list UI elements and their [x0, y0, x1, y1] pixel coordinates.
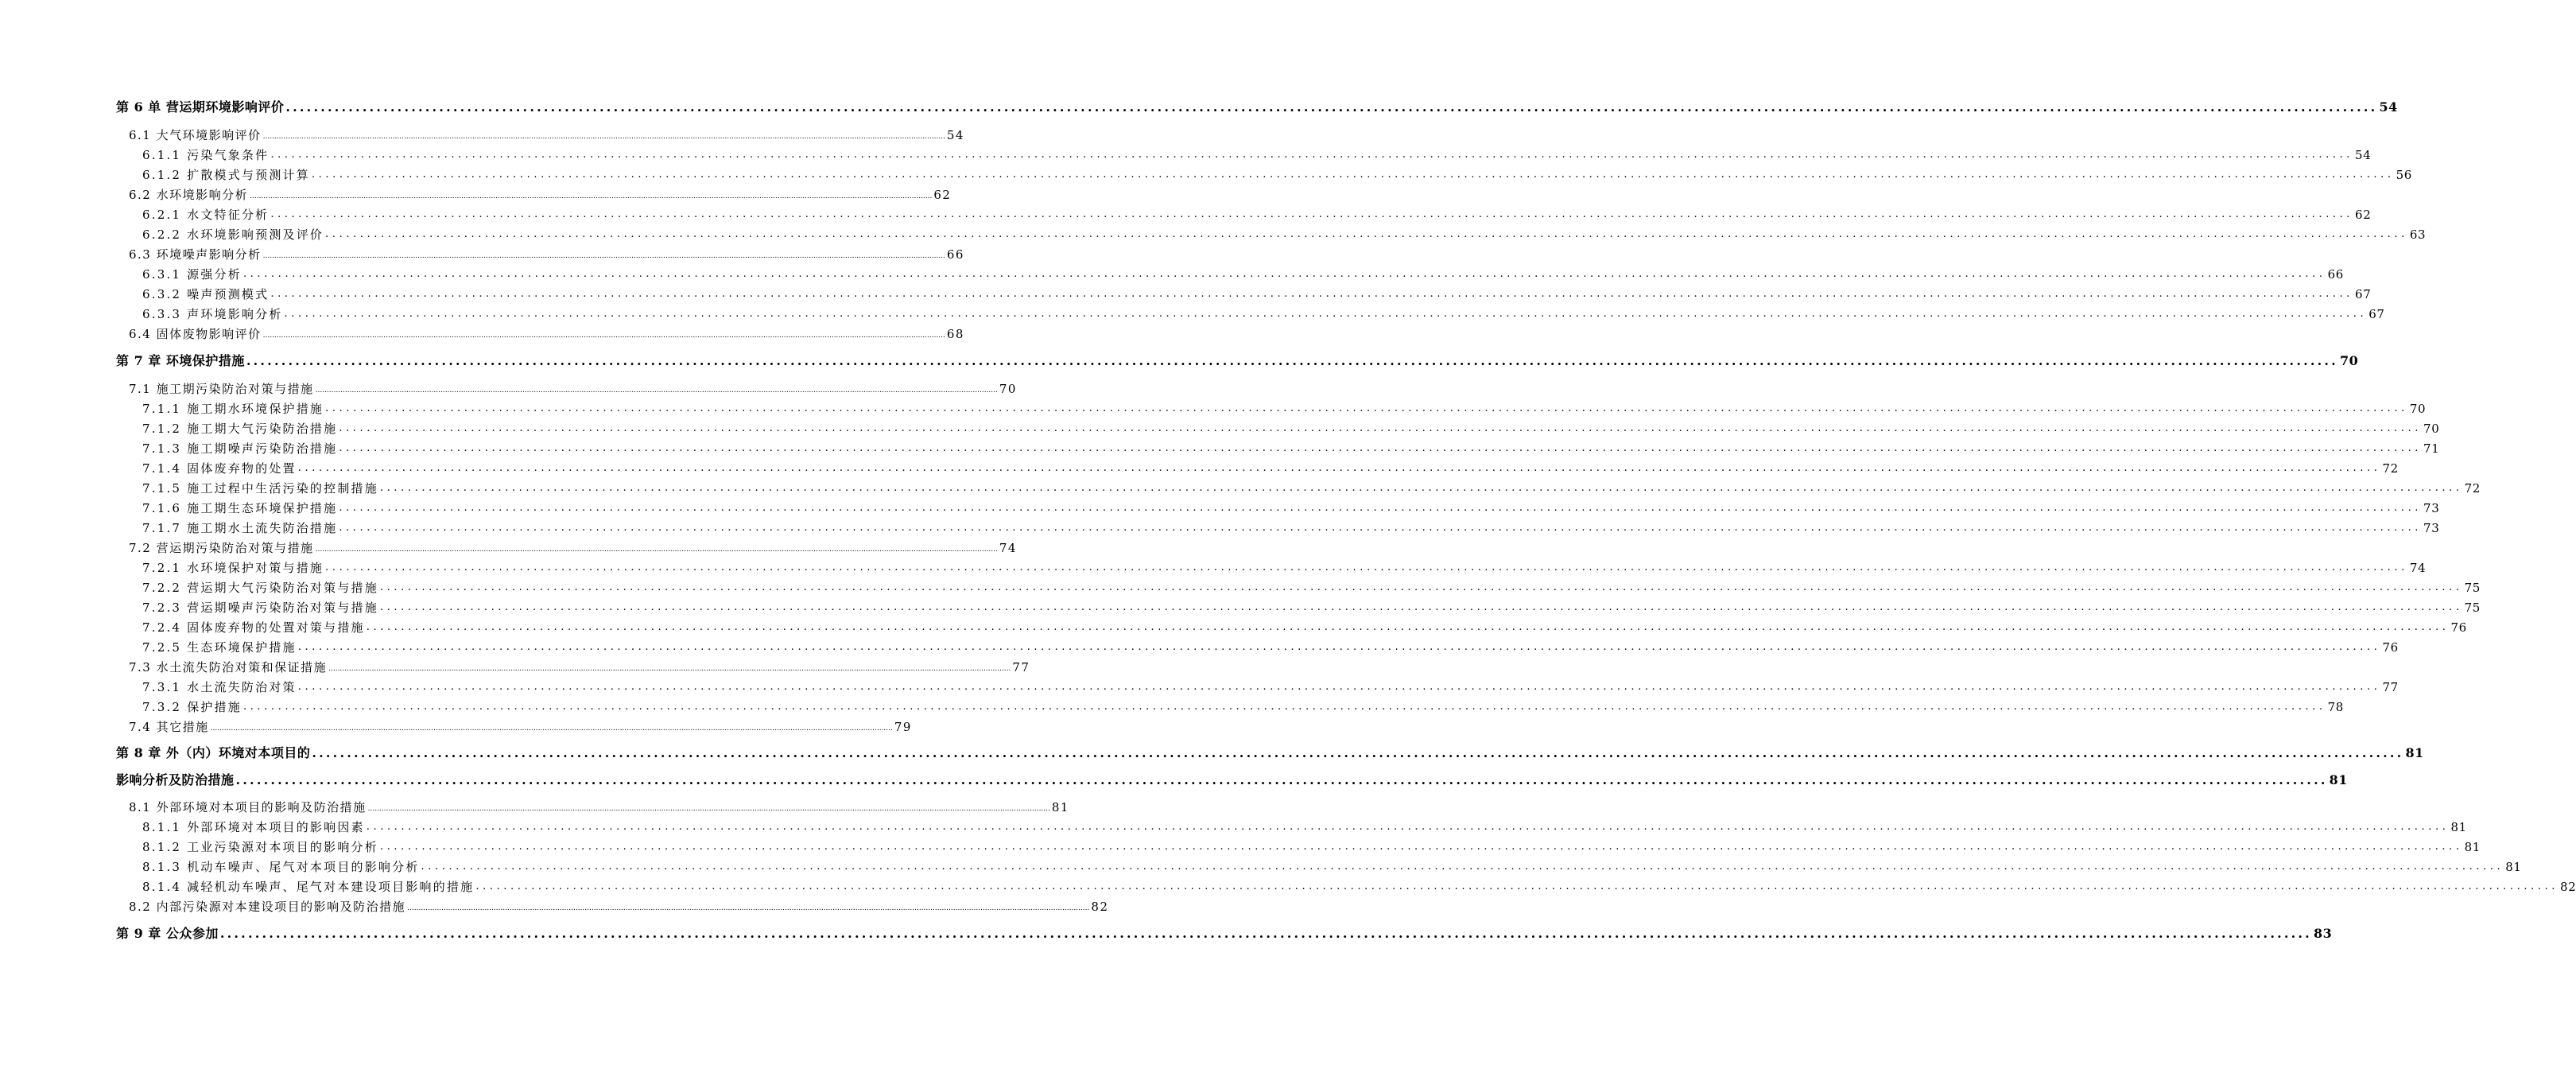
toc-entry-title: 6.3.2 噪声预测模式 [142, 287, 270, 301]
toc-entry [116, 99, 2398, 116]
toc-dot-leader: ............................................................................................................................................................................................................................................................................................................ [246, 353, 2338, 368]
toc-entry [142, 226, 2427, 243]
toc-dot-leader: ............................................................................................................................................................................................................................................................................................................ [242, 268, 2326, 280]
toc-dot-leader: ............................................................................................................................................................................................................................................................................................................ [325, 228, 2408, 240]
toc-entry-title: 第 6 单 营运期环境影响评价 [116, 99, 285, 115]
toc-page-number: 71 [2423, 441, 2440, 456]
toc-page-number: 67 [2355, 287, 2372, 301]
toc-page-number: 72 [2464, 481, 2481, 496]
toc-entry [142, 698, 2344, 716]
toc-entry-title: 7.1.2 施工期大气污染防治措施 [142, 422, 338, 436]
toc-page-number: 62 [933, 188, 952, 202]
toc-dot-leader: ............................................................................................................................................................................................................................................................................................................ [367, 805, 1050, 813]
toc-page-number: 76 [2382, 640, 2399, 655]
toc-dot-leader: ............................................................................................................................................................................................................................................................................................................ [219, 926, 2312, 941]
toc-entry-title: 第 9 章 公众参加 [116, 926, 219, 941]
toc-page-number: 66 [2327, 267, 2344, 282]
toc-entry-title: 7.2.2 营运期大气污染防治对策与措施 [142, 581, 378, 595]
toc-entry-title: 7.2.4 固体废弃物的处置对策与措施 [142, 620, 365, 635]
toc-page-number: 81 [2329, 772, 2348, 787]
toc-page-number: 77 [2382, 680, 2399, 694]
toc-page-number: 67 [2368, 307, 2385, 321]
toc-entry [142, 460, 2399, 477]
toc-entry-title: 7.3.1 水土流失防治对策 [142, 680, 297, 694]
toc-entry-title: 7.1 施工期污染防治对策与措施 [129, 382, 314, 396]
toc-dot-leader: ............................................................................................................................................................................................................................................................................................................ [379, 482, 2463, 494]
toc-dot-leader: ............................................................................................................................................................................................................................................................................................................ [210, 725, 893, 733]
toc-entry-title: 8.2 内部污染源对本建设项目的影响及防治措施 [129, 900, 406, 914]
toc-dot-leader: ............................................................................................................................................................................................................................................................................................................ [250, 192, 933, 200]
toc-page-number: 54 [2355, 148, 2372, 162]
toc-page-number: 68 [946, 327, 964, 341]
toc-dot-leader: ............................................................................................................................................................................................................................................................................................................ [339, 522, 2423, 534]
toc-entry [116, 352, 2359, 370]
toc-dot-leader: ............................................................................................................................................................................................................................................................................................................ [285, 99, 2378, 115]
toc-entry [142, 818, 2467, 836]
toc-entry [142, 286, 2372, 303]
toc-entry-title: 7.2.1 水环境保护对策与措施 [142, 561, 324, 575]
toc-page-number: 63 [2409, 227, 2427, 242]
toc-entry [142, 619, 2467, 636]
toc-entry-title: 7.3.2 保护措施 [142, 700, 242, 714]
toc-entry [142, 266, 2344, 283]
toc-entry [142, 305, 2385, 323]
toc-dot-leader: ............................................................................................................................................................................................................................................................................................................ [235, 772, 2328, 787]
toc-entry [142, 838, 2481, 856]
toc-page-number: 81 [2450, 820, 2467, 834]
toc-entry-title: 7.3 水土流失防治对策和保证措施 [129, 660, 328, 674]
toc-entry-title: 8.1.3 机动车噪声、尾气对本项目的影响分析 [142, 860, 420, 874]
toc-dot-leader: ............................................................................................................................................................................................................................................................................................................ [475, 880, 2559, 892]
toc-entry-title: 6.1.2 扩散模式与预测计算 [142, 168, 310, 182]
toc-dot-leader: ............................................................................................................................................................................................................................................................................................................ [262, 332, 945, 340]
toc-page-number: 70 [2339, 353, 2359, 368]
toc-entry [142, 878, 2576, 896]
toc-entry [142, 146, 2372, 164]
toc-dot-leader: ............................................................................................................................................................................................................................................................................................................ [284, 308, 2368, 320]
toc-page-number: 54 [2379, 99, 2398, 115]
toc-dot-leader: ............................................................................................................................................................................................................................................................................................................ [339, 502, 2423, 514]
toc-page-number: 73 [2423, 521, 2440, 535]
toc-dot-leader: ............................................................................................................................................................................................................................................................................................................ [315, 546, 998, 554]
toc-entry [142, 559, 2427, 577]
toc-page-number: 62 [2355, 208, 2372, 222]
toc-page-number: 78 [2327, 700, 2344, 714]
toc-entry [129, 126, 964, 144]
toc-dot-leader: ............................................................................................................................................................................................................................................................................................................ [379, 581, 2463, 593]
toc-entry [116, 744, 2424, 762]
toc-entry [142, 579, 2481, 597]
toc-entry-title: 7.1.3 施工期噪声污染防治措施 [142, 441, 338, 456]
toc-page-number: 76 [2450, 620, 2467, 635]
toc-entry [116, 925, 2333, 943]
toc-entry-title: 6.3.3 声环境影响分析 [142, 307, 283, 321]
toc-entry [129, 380, 1017, 398]
toc-page-number: 72 [2382, 461, 2399, 476]
toc-entry-title: 第 7 章 环境保护措施 [116, 353, 245, 368]
toc-entry-title: 6.3 环境噪声影响分析 [129, 247, 262, 262]
toc-entry [129, 799, 1069, 816]
toc-dot-leader: ............................................................................................................................................................................................................................................................................................................ [407, 904, 1090, 912]
toc-entry-title: 7.2.5 生态环境保护措施 [142, 640, 297, 655]
toc-page-number: 83 [2313, 926, 2333, 941]
toc-entry [142, 678, 2399, 696]
toc-page-number: 82 [1091, 900, 1109, 914]
toc-page-number: 74 [999, 541, 1017, 555]
toc-dot-leader: ............................................................................................................................................................................................................................................................................................................ [270, 208, 2354, 220]
toc-entry [142, 440, 2440, 457]
toc-page-number: 75 [2464, 601, 2481, 615]
toc-entry [142, 500, 2440, 517]
toc-entry [129, 325, 964, 343]
toc-dot-leader: ............................................................................................................................................................................................................................................................................................................ [311, 169, 2395, 181]
toc-dot-leader: ............................................................................................................................................................................................................................................................................................................ [379, 601, 2463, 613]
toc-dot-leader: ............................................................................................................................................................................................................................................................................................................ [270, 149, 2354, 161]
toc-entry-title: 8.1.1 外部环境对本项目的影响因素 [142, 820, 365, 834]
toc-dot-leader: ............................................................................................................................................................................................................................................................................................................ [339, 442, 2423, 454]
toc-entry [129, 186, 952, 204]
toc-dot-leader: ............................................................................................................................................................................................................................................................................................................ [366, 621, 2450, 633]
toc-entry [142, 420, 2440, 437]
toc-page-number: 54 [946, 128, 964, 142]
toc-entry [116, 772, 2348, 789]
toc-entry [142, 480, 2481, 497]
toc-dot-leader: ............................................................................................................................................................................................................................................................................................................ [297, 462, 2381, 474]
toc-dot-leader: ............................................................................................................................................................................................................................................................................................................ [421, 861, 2504, 873]
toc-entry [142, 639, 2399, 656]
toc-dot-leader: ............................................................................................................................................................................................................................................................................................................ [366, 821, 2450, 833]
toc-page-number: 81 [2505, 860, 2522, 874]
toc-entry [142, 519, 2440, 537]
toc-entry [142, 206, 2372, 224]
toc-dot-leader: ............................................................................................................................................................................................................................................................................................................ [379, 841, 2463, 853]
toc-entry-title: 8.1 外部环境对本项目的影响及防治措施 [129, 800, 367, 814]
toc-entry [129, 898, 1109, 915]
toc-dot-leader: ............................................................................................................................................................................................................................................................................................................ [297, 641, 2381, 653]
toc-entry-title: 7.1.5 施工过程中生活污染的控制措施 [142, 481, 378, 496]
toc-entry-title: 6.3.1 源强分析 [142, 267, 242, 282]
toc-dot-leader: ............................................................................................................................................................................................................................................................................................................ [270, 288, 2354, 300]
toc-entry-title: 7.1.7 施工期水土流失防治措施 [142, 521, 338, 535]
toc-entry-title: 7.1.4 固体废弃物的处置 [142, 461, 297, 476]
toc-page-number: 70 [2409, 402, 2427, 416]
toc-entry [142, 858, 2522, 876]
toc-entry-title: 7.4 其它措施 [129, 720, 209, 734]
toc-entry-title: 6.2.2 水环境影响预测及评价 [142, 227, 324, 242]
toc-entry-title: 8.1.4 减轻机动车噪声、尾气对本建设项目影响的措施 [142, 880, 475, 894]
toc-entry-title: 6.1 大气环境影响评价 [129, 128, 262, 142]
toc-entry [129, 659, 1030, 676]
toc-page-number: 56 [2396, 168, 2412, 182]
toc-dot-leader: ............................................................................................................................................................................................................................................................................................................ [315, 387, 998, 395]
toc-dot-leader: ............................................................................................................................................................................................................................................................................................................ [328, 665, 1011, 673]
toc-dot-leader: ............................................................................................................................................................................................................................................................................................................ [312, 745, 2404, 760]
toc-dot-leader: ............................................................................................................................................................................................................................................................................................................ [262, 133, 945, 141]
toc-entry [142, 400, 2427, 418]
toc-page-number: 70 [999, 382, 1017, 396]
toc-entry-title: 7.1.6 施工期生态环境保护措施 [142, 501, 338, 515]
toc-page-number: 70 [2423, 422, 2440, 436]
toc-entry-title: 6.1.1 污染气象条件 [142, 148, 270, 162]
toc-entry-title: 第 8 章 外（内）环境对本项目的 [116, 745, 311, 760]
toc-entry-title: 影响分析及防治措施 [116, 772, 235, 787]
toc-page-number: 81 [1051, 800, 1069, 814]
toc-page-number: 81 [2405, 745, 2424, 760]
toc-entry [129, 718, 912, 736]
toc-dot-leader: ............................................................................................................................................................................................................................................................................................................ [242, 701, 2326, 713]
toc-dot-leader: ............................................................................................................................................................................................................................................................................................................ [325, 562, 2408, 573]
toc-entry-title: 7.1.1 施工期水环境保护措施 [142, 402, 324, 416]
toc-entry-title: 8.1.2 工业污染源对本项目的影响分析 [142, 840, 378, 854]
toc-entry-title: 6.2.1 水文特征分析 [142, 208, 270, 222]
toc-page-number: 75 [2464, 581, 2481, 595]
toc-dot-leader: ............................................................................................................................................................................................................................................................................................................ [339, 422, 2423, 434]
toc-page-number: 82 [2560, 880, 2576, 894]
toc-page-number: 77 [1012, 660, 1030, 674]
toc-page-number: 79 [894, 720, 912, 734]
toc-entry-title: 6.4 固体废物影响评价 [129, 327, 262, 341]
toc-page-number: 66 [946, 247, 964, 262]
toc-page-number: 73 [2423, 501, 2440, 515]
toc-dot-leader: ............................................................................................................................................................................................................................................................................................................ [262, 252, 945, 260]
toc-page-number: 81 [2464, 840, 2481, 854]
toc-entry [142, 599, 2481, 616]
toc-entry-title: 7.2.3 营运期噪声污染防治对策与措施 [142, 601, 378, 615]
toc-page-number: 74 [2409, 561, 2427, 575]
toc-entry [129, 539, 1017, 557]
toc-dot-leader: ............................................................................................................................................................................................................................................................................................................ [325, 402, 2408, 414]
toc-entry [129, 246, 964, 263]
toc-entry-title: 6.2 水环境影响分析 [129, 188, 249, 202]
toc-entry [142, 166, 2412, 184]
toc-dot-leader: ............................................................................................................................................................................................................................................................................................................ [297, 681, 2381, 693]
toc-entry-title: 7.2 营运期污染防治对策与措施 [129, 541, 314, 555]
